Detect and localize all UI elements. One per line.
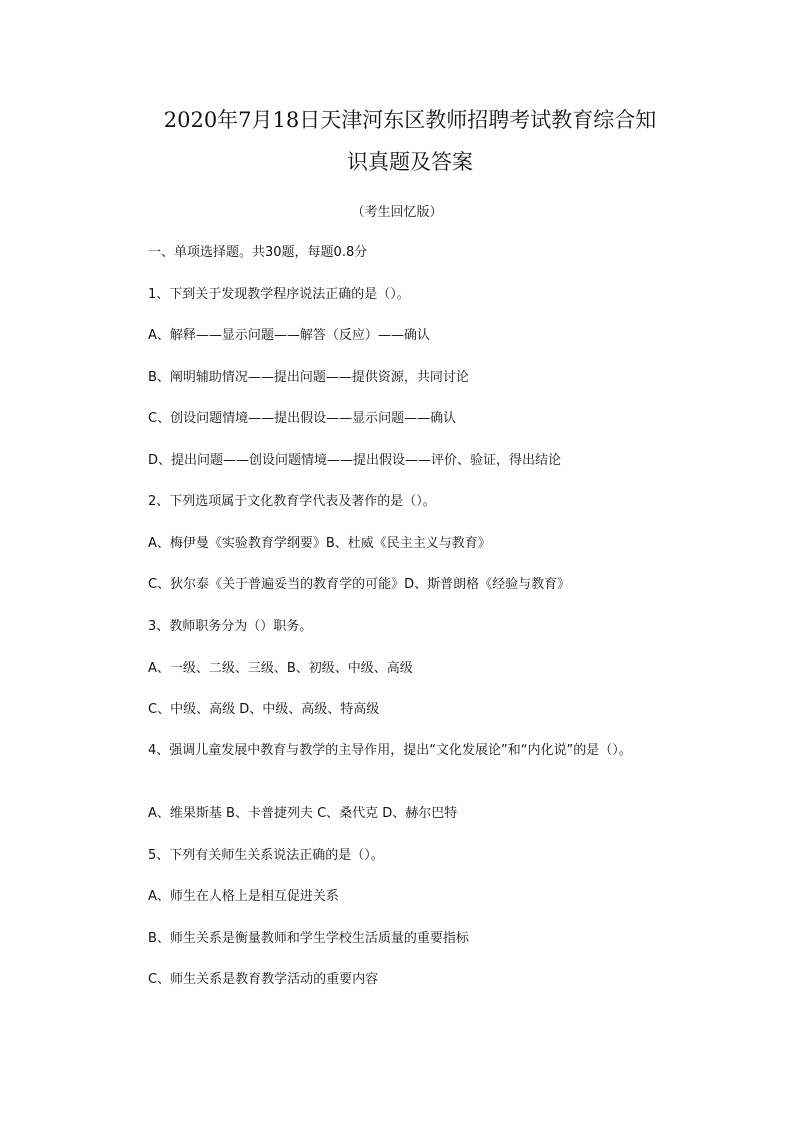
question-1-option-b: B、阐明辅助情况——提出问题——提供资源，共同讨论: [148, 370, 469, 385]
question-1-option-d: D、提出问题——创设问题情境——提出假设——评价、验证，得出结论: [148, 453, 562, 468]
question-5-option-b: B、师生关系是衡量教师和学生学校生活质量的重要指标: [148, 931, 469, 946]
question-2: 2、下列选项属于文化教育学代表及著作的是（）。: [148, 494, 436, 509]
question-2-options-cd: C、狄尔泰《关于普遍妥当的教育学的可能》D、斯普朗格《经验与教育》: [148, 577, 571, 592]
document-title-line-1: 2020年7月18日天津河东区教师招聘考试教育综合知: [163, 108, 657, 132]
question-5-option-c: C、师生关系是教育教学活动的重要内容: [148, 972, 379, 987]
question-2-options-ab: A、梅伊曼《实验教育学纲要》B、杜威《民主主义与教育》: [148, 536, 491, 551]
question-3-options-cd: C、中级、高级 D、中级、高级、特高级: [148, 702, 380, 717]
question-1: 1、下到关于发现教学程序说法正确的是（）。: [148, 287, 410, 302]
question-1-option-a: A、解释——显示问题——解答（反应）——确认: [148, 328, 430, 343]
question-5-option-a: A、师生在人格上是相互促进关系: [148, 889, 339, 904]
document-title-line-2: 识真题及答案: [347, 150, 473, 174]
question-4: 4、强调儿童发展中教育与教学的主导作用，提出“文化发展论”和“内化说”的是（）。: [148, 743, 632, 758]
question-5: 5、下列有关师生关系说法正确的是（）。: [148, 848, 384, 863]
question-3-options-ab: A、一级、二级、三级、B、初级、中级、高级: [148, 661, 413, 676]
question-4-options: A、维果斯基 B、卡普捷列夫 C、桑代克 D、赫尔巴特: [148, 806, 458, 821]
question-1-option-c: C、创设问题情境——提出假设——显示问题——确认: [148, 411, 457, 426]
question-3: 3、教师职务分为（）职务。: [148, 619, 313, 634]
section-heading: 一、单项选择题。共30题，每题0.8分: [148, 245, 368, 260]
document-subtitle: （考生回忆版）: [351, 205, 443, 220]
